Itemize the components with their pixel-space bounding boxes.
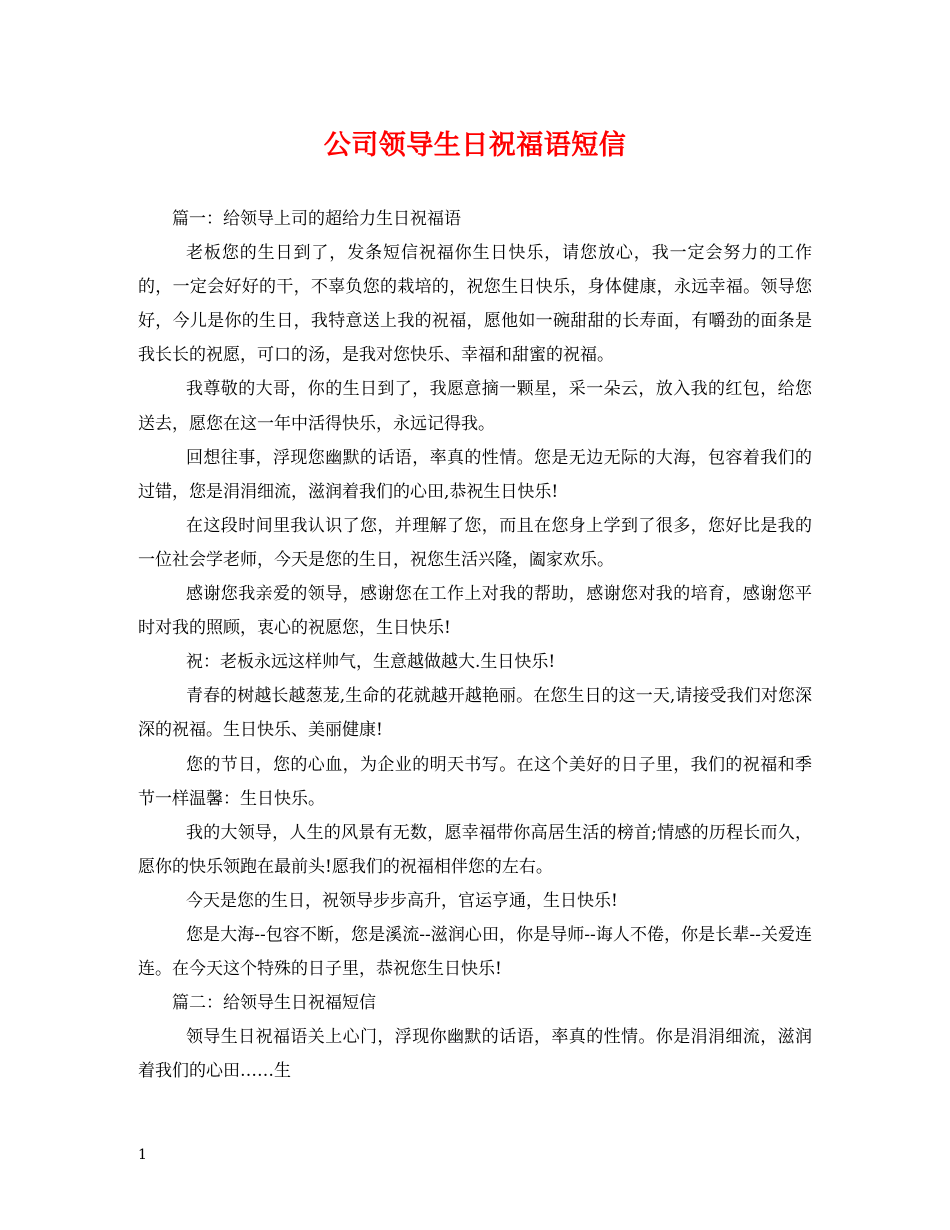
paragraph: 青春的树越长越葱茏,生命的花就越开越艳丽。在您生日的这一天,请接受我们对您深深的祝福。生日快乐、美丽健康! bbox=[138, 686, 812, 741]
paragraph: 回想往事，浮现您幽默的话语，率真的性情。您是无边无际的大海，包容着我们的过错，您是涓涓细流，滋润着我们的心田,恭祝生日快乐! bbox=[138, 447, 812, 502]
page-number: 1 bbox=[138, 1147, 147, 1163]
section-heading: 篇一：给领导上司的超给力生日祝福语 bbox=[172, 209, 461, 229]
paragraph: 今天是您的生日，祝领导步步高升，官运亨通，生日快乐! bbox=[186, 890, 618, 911]
section-heading: 篇二：给领导生日祝福短信 bbox=[172, 993, 376, 1014]
paragraph: 祝：老板永远这样帅气，生意越做越大.生日快乐! bbox=[186, 652, 556, 673]
paragraph: 领导生日祝福语关上心门，浮现你幽默的话语，率真的性情。你是涓涓细流，滋润着我们的心田……生 bbox=[138, 1027, 812, 1082]
paragraph: 您的节日，您的心血，为企业的明天书写。在这个美好的日子里，我们的祝福和季节一样温馨：生日快乐。 bbox=[138, 754, 812, 809]
paragraph: 老板您的生日到了，发条短信祝福你生日快乐，请您放心，我一定会努力的工作的，一定会好好的干，不辜负您的栽培的，祝您生日快乐，身体健康，永远幸福。领导您好，今儿是你的生日，我特意送上我的祝福，愿他如一碗甜甜的长寿面，有嚼劲的面条是我长长的祝愿，可口的汤，是我对您快乐、幸福和甜蜜的祝福。 bbox=[138, 243, 812, 366]
paragraph: 我的大领导，人生的风景有无数，愿幸福带你高居生活的榜首;情感的历程长而久，愿你的快乐领跑在最前头!愿我们的祝福相伴您的左右。 bbox=[138, 822, 812, 877]
document-title: 公司领导生日祝福语短信 bbox=[323, 130, 627, 161]
paragraph: 感谢您我亲爱的领导，感谢您在工作上对我的帮助，感谢您对我的培育，感谢您平时对我的照顾，衷心的祝愿您，生日快乐! bbox=[138, 584, 812, 639]
paragraph: 我尊敬的大哥，你的生日到了，我愿意摘一颗星，采一朵云，放入我的红包，给您送去，愿您在这一年中活得快乐，永远记得我。 bbox=[138, 379, 812, 434]
document-body bbox=[138, 202, 812, 1088]
paragraph: 在这段时间里我认识了您，并理解了您，而且在您身上学到了很多，您好比是我的一位社会学老师，今天是您的生日，祝您生活兴隆，阖家欢乐。 bbox=[138, 515, 812, 570]
paragraph: 您是大海--包容不断，您是溪流--滋润心田，你是导师--诲人不倦，你是长辈--关爱连连。在今天这个特殊的日子里，恭祝您生日快乐! bbox=[138, 924, 812, 980]
